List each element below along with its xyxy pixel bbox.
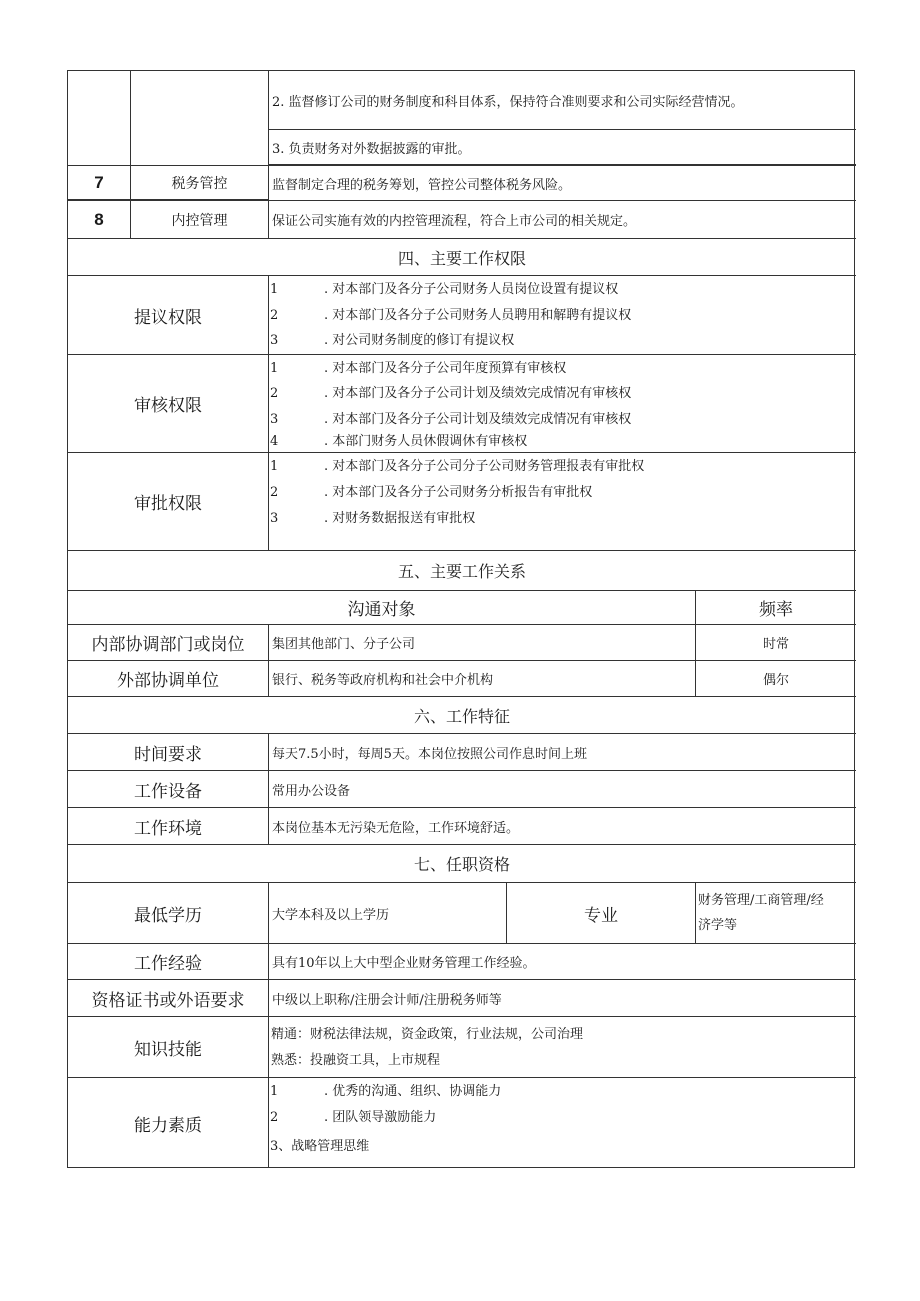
duty-8-title: 内控管理 xyxy=(131,201,269,239)
authority-propose-list xyxy=(269,276,856,355)
job-description-table xyxy=(67,70,855,1168)
section-4-heading: 四、主要工作权限 xyxy=(68,239,856,276)
feature-time-value: 每天7.5小时，每周5天。本岗位按照公司作息时间上班 xyxy=(269,734,856,771)
relations-internal-target: 集团其他部门、分子公司 xyxy=(269,625,696,661)
duty-8-number: 8 xyxy=(68,201,131,239)
list-item: 2 . 团队领导激励能力 xyxy=(270,1110,437,1125)
authority-approve-label: 审批权限 xyxy=(68,453,269,551)
list-item: 4 . 本部门财务人员休假调休有审核权 xyxy=(270,434,528,450)
feature-environment-value: 本岗位基本无污染无危险，工作环境舒适。 xyxy=(269,808,856,845)
list-item: 3、战略管理思维 xyxy=(270,1139,370,1154)
list-item: 1 . 对本部门及各分子公司年度预算有审核权 xyxy=(270,361,567,376)
relations-freq-header: 频率 xyxy=(696,591,856,625)
section-5-heading: 五、主要工作关系 xyxy=(68,551,856,591)
qual-knowledge-value xyxy=(269,1017,856,1078)
feature-equipment-value: 常用办公设备 xyxy=(269,771,856,808)
list-item: 1 . 对本部门及各分子公司财务人员岗位设置有提议权 xyxy=(270,282,619,297)
feature-time-label: 时间要求 xyxy=(68,734,269,771)
knowledge-line-2: 熟悉：投融资工具，上市规程 xyxy=(271,1053,441,1068)
authority-review-list xyxy=(269,355,856,453)
duty-6-sub-2: 2. 监督修订公司的财务制度和科目体系，保持符合准则要求和公司实际经营情况。 xyxy=(269,71,856,130)
major-line-2: 济学等 xyxy=(698,918,738,933)
relations-internal-label: 内部协调部门或岗位 xyxy=(68,625,269,661)
list-item: 3 . 对本部门及各分子公司计划及绩效完成情况有审核权 xyxy=(270,411,632,427)
qual-major-label: 专业 xyxy=(507,883,696,944)
duty-6-sub-3: 3. 负责财务对外数据披露的审批。 xyxy=(269,130,856,165)
qual-education-value: 大学本科及以上学历 xyxy=(269,883,507,944)
section-7-heading: 七、任职资格 xyxy=(68,845,856,883)
knowledge-line-1: 精通：财税法律法规，资金政策，行业法规，公司治理 xyxy=(271,1027,584,1042)
duty-7-desc: 监督制定合理的税务筹划，管控公司整体税务风险。 xyxy=(269,165,856,201)
qual-experience-value: 具有10年以上大中型企业财务管理工作经验。 xyxy=(269,944,856,980)
list-item: 2 . 对本部门及各分子公司计划及绩效完成情况有审核权 xyxy=(270,386,632,402)
major-line-1: 财务管理/工商管理/经 xyxy=(698,893,824,908)
duty-7-title: 税务管控 xyxy=(131,165,269,201)
list-item: 1 . 对本部门及各分子公司分子公司财务管理报表有审批权 xyxy=(270,459,645,474)
qual-cert-label: 资格证书或外语要求 xyxy=(68,980,269,1017)
feature-environment-label: 工作环境 xyxy=(68,808,269,845)
section-6-heading: 六、工作特征 xyxy=(68,697,856,734)
relations-internal-freq: 时常 xyxy=(696,625,856,661)
relations-external-freq: 偶尔 xyxy=(696,661,856,697)
relations-target-header: 沟通对象 xyxy=(68,591,696,625)
duty-8-desc: 保证公司实施有效的内控管理流程，符合上市公司的相关规定。 xyxy=(269,201,856,239)
authority-review-label: 审核权限 xyxy=(68,355,269,453)
qual-major-value xyxy=(696,883,856,944)
list-item: 1 . 优秀的沟通、组织、协调能力 xyxy=(270,1084,502,1099)
duty-7-number: 7 xyxy=(68,165,131,201)
qual-knowledge-label: 知识技能 xyxy=(68,1017,269,1078)
qual-cert-value: 中级以上职称/注册会计师/注册税务师等 xyxy=(269,980,856,1017)
list-item: 3 . 对公司财务制度的修订有提议权 xyxy=(270,333,515,349)
qual-ability-label: 能力素质 xyxy=(68,1078,269,1168)
qual-experience-label: 工作经验 xyxy=(68,944,269,980)
relations-external-target: 银行、税务等政府机构和社会中介机构 xyxy=(269,661,696,697)
relations-external-label: 外部协调单位 xyxy=(68,661,269,697)
qual-ability-list xyxy=(269,1078,856,1168)
list-item: 3 . 对财务数据报送有审批权 xyxy=(270,511,476,526)
authority-approve-list xyxy=(269,453,856,551)
qual-education-label: 最低学历 xyxy=(68,883,269,944)
authority-propose-label: 提议权限 xyxy=(68,276,269,355)
list-item: 2 . 对本部门及各分子公司财务人员聘用和解聘有提议权 xyxy=(270,307,632,323)
feature-equipment-label: 工作设备 xyxy=(68,771,269,808)
list-item: 2 . 对本部门及各分子公司财务分析报告有审批权 xyxy=(270,485,593,500)
